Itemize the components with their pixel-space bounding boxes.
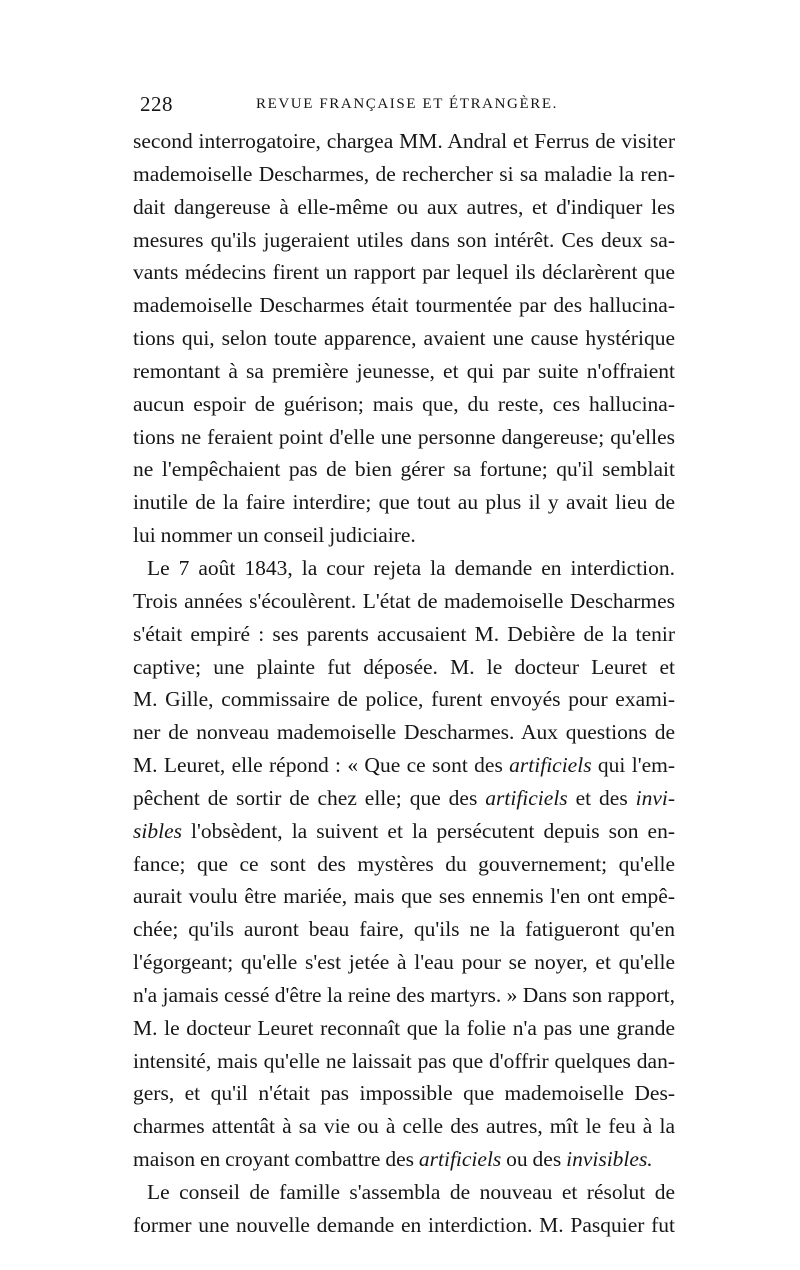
- text-segment: gers, et qu'il n'était pas impossible que mademoiselle Des-: [133, 1081, 675, 1106]
- text-line: [133, 388, 675, 421]
- text-segment: aurait voulu être mariée, mais que ses ennemis l'en ont empê-: [133, 884, 675, 909]
- text-segment: pêchent de sortir de chez elle; que des: [133, 785, 486, 810]
- text-line: [133, 913, 675, 946]
- text-segment: mesures qu'ils jugeraient utiles dans son intérêt. Ces deux sa-: [133, 227, 675, 252]
- text-line: [133, 191, 675, 224]
- text-segment: M. Leuret, elle répond : « Que ce sont des: [133, 753, 510, 778]
- text-segment: remontant à sa première jeunesse, et qui par suite n'offraient: [133, 358, 675, 383]
- text-line: [133, 421, 675, 454]
- text-line: [133, 1045, 675, 1078]
- text-segment: qui l'em-: [591, 753, 675, 778]
- text-line: [133, 782, 675, 815]
- text-segment: l'égorgeant; qu'elle s'est jetée à l'eau pour se noyer, et qu'elle: [133, 950, 675, 975]
- running-title: REVUE FRANÇAISE ET ÉTRANGÈRE.: [256, 96, 558, 112]
- text-segment: Trois années s'écoulèrent. L'état de mademoiselle Descharmes: [133, 588, 675, 613]
- text-line: [133, 125, 675, 158]
- text-segment: M. Gille, commissaire de police, furent envoyés pour exami-: [133, 687, 675, 712]
- text-segment: l'obsèdent, la suivent et la persécutent depuis son en-: [181, 818, 675, 843]
- text-line: [133, 256, 675, 289]
- text-line: [133, 979, 675, 1012]
- text-segment: dait dangereuse à elle-même ou aux autres, et d'indiquer les: [133, 194, 675, 219]
- text-line: [133, 519, 675, 552]
- text-segment: captive; une plainte fut déposée. M. le docteur Leuret et: [133, 654, 675, 679]
- text-line: [133, 1110, 675, 1143]
- text-line: [133, 651, 675, 684]
- italic-term: artificiels: [485, 785, 568, 810]
- text-segment: n'a jamais cessé d'être la reine des martyrs. » Dans son rapport,: [133, 982, 675, 1007]
- text-segment: et des: [567, 785, 636, 810]
- text-line: [133, 355, 675, 388]
- text-line: [133, 880, 675, 913]
- page-number: 228: [140, 92, 173, 116]
- text-line: [133, 618, 675, 651]
- text-segment: lui nommer un conseil judiciaire.: [133, 523, 416, 548]
- text-segment: chée; qu'ils auront beau faire, qu'ils ne la fatigueront qu'en: [133, 917, 675, 942]
- text-segment: former une nouvelle demande en interdiction. M. Pasquier fut: [133, 1212, 675, 1237]
- text-segment: second interrogatoire, chargea MM. Andral et Ferrus de visiter: [133, 129, 675, 153]
- text-segment: ner de nonveau mademoiselle Descharmes. Aux questions de: [133, 720, 675, 745]
- text-line: [133, 322, 675, 355]
- text-segment: fance; que ce sont des mystères du gouvernement; qu'elle: [133, 851, 675, 876]
- italic-term: artificiels: [509, 753, 592, 778]
- text-segment: Le conseil de famille s'assembla de nouveau et résolut de: [147, 1180, 675, 1204]
- text-segment: mademoiselle Descharmes était tourmentée par des hallucina-: [133, 293, 675, 318]
- italic-term: invi-: [635, 785, 676, 810]
- text-line: [133, 552, 675, 585]
- text-line: [133, 1012, 675, 1045]
- text-segment: M. le docteur Leuret reconnaît que la folie n'a pas une grande: [133, 1015, 675, 1040]
- text-segment: maison en croyant combattre des: [133, 1147, 419, 1172]
- text-segment: tions qui, selon toute apparence, avaient une cause hystérique: [133, 326, 675, 351]
- text-segment: aucun espoir de guérison; mais que, du reste, ces hallucina-: [133, 391, 675, 416]
- text-line: [133, 716, 675, 749]
- text-line: [133, 158, 675, 191]
- text-line: [133, 585, 675, 618]
- text-line: [133, 749, 675, 782]
- text-line: [133, 1077, 675, 1110]
- text-line: [133, 683, 675, 716]
- text-segment: s'était empiré : ses parents accusaient M. Debière de la tenir: [133, 621, 675, 646]
- page-header: [140, 92, 680, 120]
- text-segment: tions ne feraient point d'elle une personne dangereuse; qu'elles: [133, 424, 675, 449]
- italic-term: artificiels: [418, 1147, 502, 1172]
- text-segment: mademoiselle Descharmes, de rechercher si sa maladie la ren-: [133, 161, 675, 186]
- body-text: [133, 125, 675, 1242]
- italic-term: sibles: [133, 818, 182, 843]
- text-line: [133, 453, 675, 486]
- text-line: [133, 224, 675, 257]
- text-segment: charmes attentât à sa vie ou à celle des autres, mît le feu à la: [133, 1114, 675, 1139]
- text-segment: ou des: [501, 1147, 567, 1172]
- text-line: [133, 815, 675, 848]
- text-segment: intensité, mais qu'elle ne laissait pas que d'offrir quelques dan-: [133, 1048, 675, 1073]
- text-line: [133, 289, 675, 322]
- text-line: [133, 1176, 675, 1209]
- text-line: [133, 946, 675, 979]
- text-segment: Le 7 août 1843, la cour rejeta la demande en interdiction.: [147, 555, 675, 580]
- text-segment: inutile de la faire interdire; que tout au plus il y avait lieu de: [133, 490, 675, 515]
- text-line: [133, 848, 675, 881]
- text-line: [133, 486, 675, 519]
- text-segment: ne l'empêchaient pas de bien gérer sa fortune; qu'il semblait: [133, 457, 675, 482]
- italic-term: invisibles.: [566, 1147, 653, 1172]
- text-line: [133, 1143, 675, 1176]
- text-segment: vants médecins firent un rapport par lequel ils déclarèrent que: [133, 260, 675, 285]
- text-line: [133, 1209, 675, 1242]
